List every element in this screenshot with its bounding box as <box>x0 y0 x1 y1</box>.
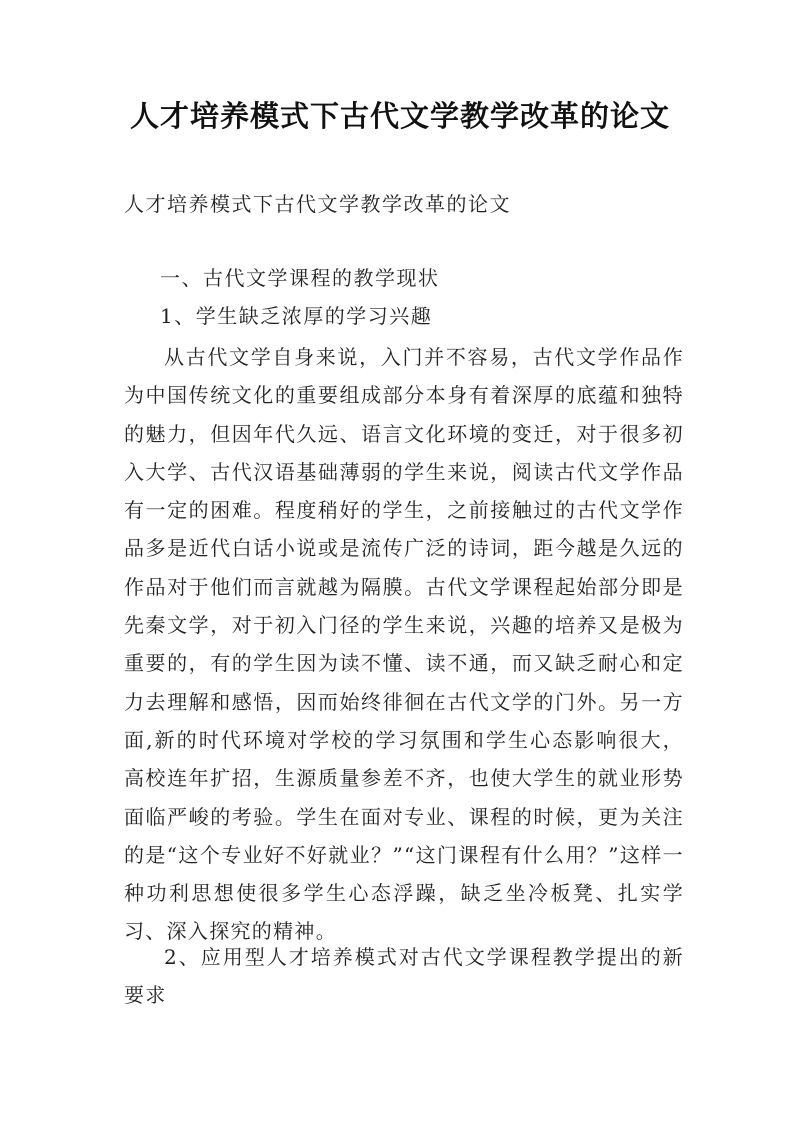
body-paragraph-1: 从古代文学自身来说，入门并不容易，古代文学作品作为中国传统文化的重要组成部分本身有着深厚的底蕴和独特的魅力，但因年代久远、语言文化环境的变迁，对于很多初入大学、古代汉语基础薄弱的学生来说，阅读古代文学作品有一定的困难。程度稍好的学生，之前接触过的古代文学作品多是近代白话小说或是流传广泛的诗词，距今越是久远的作品对于他们而言就越为隔膜。古代文学课程起始部分即是先秦文学，对于初入门径的学生来说，兴趣的培养又是极为重要的，有的学生因为读不懂、读不通，而又缺乏耐心和定力去理解和感悟，因而始终徘徊在古代文学的门外。另一方面,新的时代环境对学校的学习氛围和学生心态影响很大，高校连年扩招，生源质量参差不齐，也使大学生的就业形势面临严峻的考验。学生在面对专业、课程的时候，更为关注的是“这个专业好不好就业？”“这门课程有什么用？”这样一种功利思想使很多学生心态浮躁，缺乏坐冷板凳、扎实学习、深入探究的精神。 <box>124 345 684 944</box>
document-subtitle: 人才培养模式下古代文学教学改革的论文 <box>124 192 511 216</box>
section-heading-teaching-status: 一、古代文学课程的教学现状 <box>160 266 440 290</box>
subsection-heading-1: 1、学生缺乏浓厚的学习兴趣 <box>160 304 433 328</box>
subsection-heading-2: 2、应用型人才培养模式对古代文学课程教学提出的新要求 <box>124 945 684 1008</box>
document-title: 人才培养模式下古代文学教学改革的论文 <box>129 99 670 133</box>
